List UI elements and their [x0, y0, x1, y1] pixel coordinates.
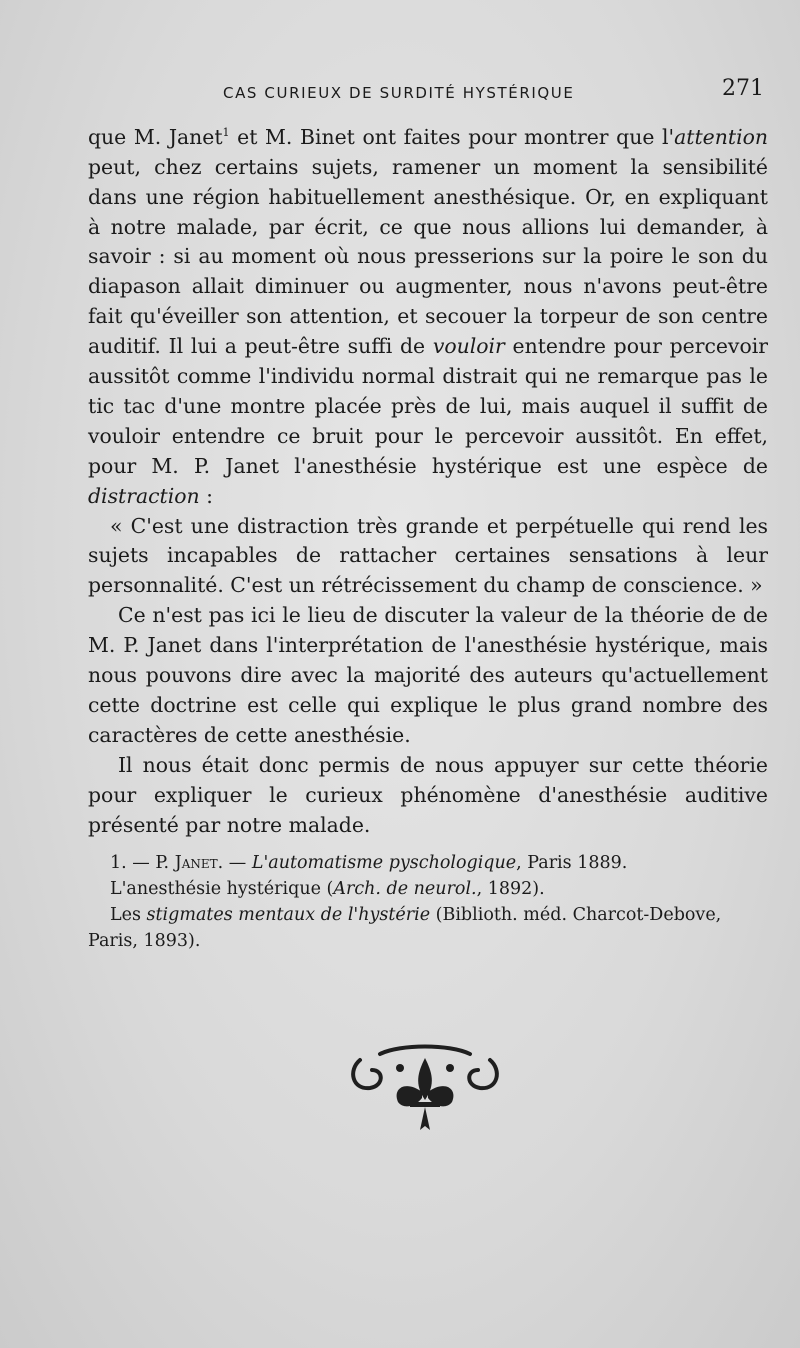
footnotes: [88, 850, 768, 954]
ornament-dot-left: [396, 1064, 404, 1072]
ornament-dot-right: [446, 1064, 454, 1072]
body-text: [88, 118, 768, 841]
paragraph-continued: que M. Janet$^1$ et M. Binet ont faites pour montrer que l'attention peut, chez certains sujets, ramener un moment la sensibilité dans une région habituellement anesthésique. Or, en expliquant à notre malade, par écrit, ce que nous allions lui demander, à savoir : si au moment où nous presserions sur la poire le son du diapason allait diminuer ou augmenter, nous n'avons peut-être fait qu'éveiller son attention, et secouer la torpeur de son centre auditif. Il lui a peut-être suffi de vouloir entendre pour percevoir aussitôt comme l'individu normal distrait qui ne remarque pas le tic tac d'une montre placée près de lui, mais auquel il suffit de vouloir entendre ce bruit pour le percevoir aussitôt. En effet, pour M. P. Janet l'anesthésie hystérique est une espèce de distraction :: [88, 124, 768, 508]
block-quote: « C'est une distraction très grande et perpétuelle qui rend les sujets incapables de rattacher certaines sensations à leur personnalité. C'est un rétrécissement du champ de conscience. »: [88, 513, 768, 598]
right-scroll: [469, 1060, 497, 1088]
footnote-line-3: Les stigmates mentaux de l'hystérie (Biblioth. méd. Charcot-Debove, Paris, 1893).: [88, 905, 722, 951]
fleur-stem: [420, 1107, 430, 1130]
page-header: [88, 76, 768, 108]
page-number: 271: [722, 76, 764, 101]
footnote-author: Janet: [174, 853, 218, 873]
footnote-title: L'automatisme pyschologique: [251, 853, 517, 873]
emphasis-vouloir: vouloir: [432, 334, 505, 359]
footnote-line-2: L'anesthésie hystérique (Arch. de neurol., 1892).: [110, 879, 545, 899]
running-head: CAS CURIEUX DE SURDITÉ HYSTÉRIQUE: [223, 84, 575, 102]
footnote-reference: 1: [222, 126, 230, 139]
fleur-de-lis-tailpiece-icon: [340, 1040, 510, 1135]
emphasis-attention: attention: [674, 124, 768, 149]
paragraph-conclusion: Il nous était donc permis de nous appuyer sur cette théorie pour expliquer le curieux phénomène d'anesthésie auditive présenté par notre malade.: [88, 752, 768, 837]
emphasis-distraction: distraction: [88, 483, 200, 508]
left-scroll: [353, 1060, 381, 1088]
top-arc: [380, 1047, 470, 1055]
paragraph-theory: Ce n'est pas ici le lieu de discuter la valeur de la théorie de de M. P. Janet dans l'interprétation de l'anesthésie hystérique, mais nous pouvons dire avec la majorité des auteurs qu'actuellement cette doctrine est celle qui explique le plus grand nombre des caractères de cette anesthésie.: [88, 603, 768, 747]
fleur-band: [410, 1102, 440, 1107]
footnote-line-1: 1. — P. Janet. — L'automatisme pyschologique, Paris 1889.: [110, 853, 628, 873]
